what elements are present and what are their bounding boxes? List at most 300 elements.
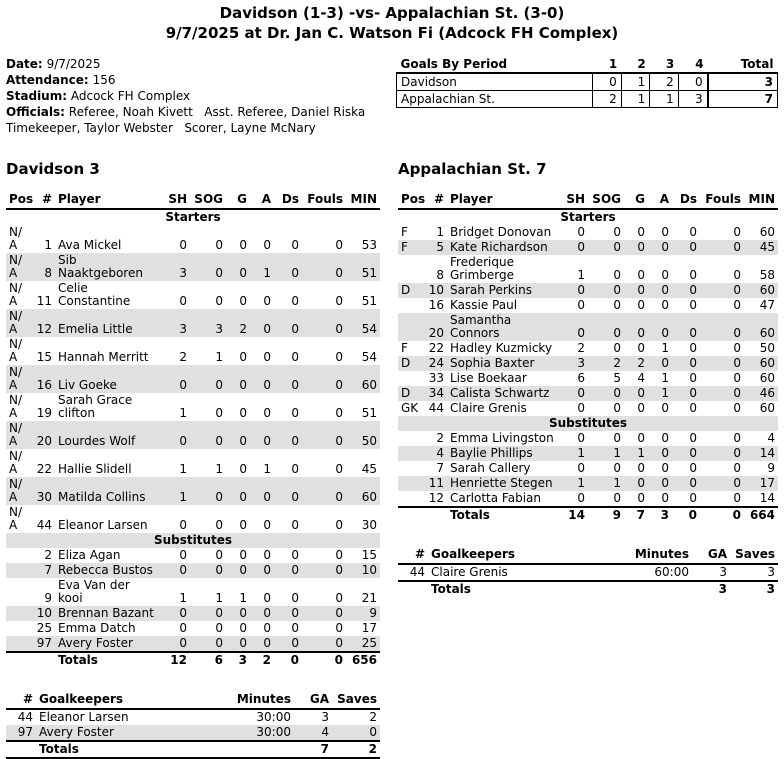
stat-cell: 0 [291, 636, 299, 650]
player-name-cell: Liv Goeke [58, 378, 117, 392]
gk-minutes-cell: 60:00 [654, 565, 689, 579]
jersey-number-cell: 20 [36, 434, 52, 448]
stat-cell: 0 [291, 266, 299, 280]
player-row [398, 298, 778, 313]
stat-cell: 0 [291, 563, 299, 577]
gk-header-row [398, 547, 778, 564]
stat-cell: 0 [239, 406, 247, 420]
player-name-cell: Calista Schwartz [450, 386, 550, 400]
stat-cell: 0 [291, 518, 299, 532]
stat-cell: 0 [179, 563, 187, 577]
position-cell [398, 461, 423, 476]
stat-cell: 0 [733, 341, 741, 355]
jersey-number-cell: 10 [36, 606, 52, 620]
jersey-number-cell: 11 [36, 294, 52, 308]
stat-cell: 0 [215, 434, 223, 448]
player-row [6, 563, 380, 578]
player-row [6, 309, 380, 337]
stat-cell: 0 [613, 240, 621, 254]
stat-cell: 0 [291, 322, 299, 336]
empty-cell [423, 507, 447, 523]
stat-cell: 1 [239, 591, 247, 605]
position-cell [6, 606, 31, 621]
stat-cell: 1 [179, 591, 187, 605]
stat-cell: 30 [361, 518, 377, 532]
stat-cell: 0 [215, 518, 223, 532]
stats-column-header: Fouls [700, 192, 744, 209]
position-cell: N/A [9, 365, 23, 392]
totals-stat-cell: 2 [250, 652, 274, 668]
stat-cell: 1 [661, 371, 669, 385]
player-name-cell: Frederique Grimberge [450, 255, 514, 282]
stat-cell: 58 [759, 268, 775, 282]
stat-cell: 0 [577, 431, 585, 445]
stat-cell: 0 [263, 591, 271, 605]
stat-cell: 0 [637, 283, 645, 297]
gk-header-row [6, 692, 380, 709]
stat-cell: 60 [759, 326, 775, 340]
jersey-number-cell: 20 [428, 326, 444, 340]
stat-cell: 2 [613, 356, 621, 370]
stat-cell: 0 [733, 431, 741, 445]
period-score-cell: 2 [650, 73, 679, 91]
stat-cell: 0 [215, 294, 223, 308]
player-stats-table [6, 192, 380, 668]
stats-column-header: G [624, 192, 648, 209]
stat-cell: 0 [291, 621, 299, 635]
totals-stat-cell: 0 [700, 507, 744, 523]
player-row [398, 356, 778, 371]
goalkeeper-row [6, 725, 380, 741]
jersey-number-cell: 97 [36, 636, 52, 650]
jersey-number-cell: 12 [428, 491, 444, 505]
stat-cell: 0 [613, 341, 621, 355]
stat-cell: 0 [263, 548, 271, 562]
stat-cell: 51 [361, 294, 377, 308]
player-name-cell: Samantha Connors [450, 313, 512, 340]
player-name-cell: Hadley Kuzmicky [450, 341, 553, 355]
game-info-block [6, 56, 378, 136]
stat-cell: 0 [179, 548, 187, 562]
stat-cell: 0 [335, 462, 343, 476]
stat-cell: 0 [613, 268, 621, 282]
stat-cell: 0 [613, 386, 621, 400]
stat-cell: 3 [179, 322, 187, 336]
jersey-number-cell: 34 [428, 386, 444, 400]
stat-cell: 0 [661, 446, 669, 460]
position-cell: N/A [9, 281, 23, 308]
stat-cell: 0 [179, 621, 187, 635]
stat-cell: 0 [335, 434, 343, 448]
stat-cell: 0 [215, 548, 223, 562]
gk-totals-label: Totals [428, 581, 602, 597]
stat-cell: 0 [661, 356, 669, 370]
stats-column-header: Player [55, 192, 160, 209]
stat-cell: 1 [661, 341, 669, 355]
stat-cell: 0 [179, 378, 187, 392]
stat-cell: 0 [733, 225, 741, 239]
totals-stat-cell: 0 [274, 652, 302, 668]
stat-cell: 0 [689, 491, 697, 505]
stat-cell: 53 [361, 238, 377, 252]
totals-row [398, 507, 778, 523]
period-score-cell: 0 [678, 73, 707, 91]
goals-row [397, 91, 778, 108]
jersey-number-cell: 8 [436, 268, 444, 282]
stat-cell: 0 [239, 350, 247, 364]
position-cell: N/A [9, 393, 23, 420]
stat-cell: 0 [263, 518, 271, 532]
stat-cell: 60 [759, 225, 775, 239]
position-cell [6, 621, 31, 636]
stat-cell: 0 [335, 322, 343, 336]
position-cell [6, 563, 31, 578]
stat-cell: 0 [613, 401, 621, 415]
venue-subtitle: 9/7/2025 at Dr. Jan C. Watson Fi (Adcock FH Complex) [165, 24, 619, 42]
player-row [6, 449, 380, 477]
period-score-cell: 1 [621, 91, 650, 108]
totals-stat-cell: 12 [160, 652, 190, 668]
player-name-cell: Rebecca Bustos [58, 563, 153, 577]
totals-stat-cell: 3 [648, 507, 672, 523]
player-row [6, 636, 380, 652]
goalkeeper-row [398, 564, 778, 581]
player-stats-table [398, 192, 778, 523]
stat-cell: 1 [661, 386, 669, 400]
stat-cell: 0 [239, 621, 247, 635]
position-cell: F [401, 225, 408, 239]
info-value: 156 [92, 73, 116, 87]
goalkeepers-table [398, 547, 778, 597]
stat-cell: 0 [689, 431, 697, 445]
stat-cell: 0 [577, 401, 585, 415]
player-name-cell: Eliza Agan [58, 548, 121, 562]
stat-cell: 0 [335, 266, 343, 280]
gk-name-cell: Eleanor Larsen [39, 710, 129, 724]
stat-cell: 0 [661, 240, 669, 254]
position-cell [398, 476, 423, 491]
davidson-column [6, 152, 380, 759]
period-score-cell: 0 [593, 73, 622, 91]
player-name-cell: Celie Constantine [58, 281, 131, 308]
gk-totals-row [6, 741, 380, 758]
gk-totals-label: Totals [36, 741, 204, 758]
stat-cell: 0 [335, 563, 343, 577]
appalachian-column [398, 152, 778, 759]
totals-label: Totals [55, 652, 160, 668]
gk-number-cell: 44 [409, 565, 425, 579]
stats-column-header: Pos [6, 192, 31, 209]
totals-stat-cell: 656 [346, 652, 380, 668]
gk-number-cell: 44 [17, 710, 33, 724]
player-name-cell: Sarah Grace clifton [58, 393, 133, 420]
stat-cell: 9 [369, 606, 377, 620]
stat-cell: 1 [613, 446, 621, 460]
stat-cell: 0 [215, 378, 223, 392]
stat-cell: 0 [263, 294, 271, 308]
jersey-number-cell: 5 [436, 240, 444, 254]
stat-cell: 0 [263, 563, 271, 577]
info-label: Date: [6, 57, 43, 71]
stat-cell: 0 [215, 563, 223, 577]
totals-stat-cell: 7 [624, 507, 648, 523]
stat-cell: 9 [767, 461, 775, 475]
gk-totals-ga: 3 [692, 581, 730, 597]
stat-cell: 0 [661, 298, 669, 312]
goals-row [397, 73, 778, 91]
gk-column-header: GA [692, 547, 730, 564]
jersey-number-cell: 8 [44, 266, 52, 280]
jersey-number-cell: 9 [44, 591, 52, 605]
stat-cell: 1 [179, 490, 187, 504]
player-name-cell: Brennan Bazant [58, 606, 154, 620]
stat-cell: 4 [637, 371, 645, 385]
section-label: Starters [165, 210, 221, 224]
stat-cell: 0 [239, 490, 247, 504]
player-name-cell: Sophia Baxter [450, 356, 535, 370]
stat-cell: 0 [689, 240, 697, 254]
stat-cell: 0 [733, 356, 741, 370]
stat-cell: 6 [577, 371, 585, 385]
gk-number-cell: 97 [17, 725, 33, 739]
stat-cell: 0 [215, 490, 223, 504]
stat-cell: 0 [689, 283, 697, 297]
total-score-cell: 7 [708, 91, 778, 108]
goals-header-row [397, 56, 778, 73]
position-cell: D [401, 386, 411, 400]
stat-cell: 0 [689, 298, 697, 312]
stat-cell: 60 [759, 356, 775, 370]
stat-cell: 0 [689, 446, 697, 460]
position-cell [398, 371, 423, 386]
stat-cell: 0 [239, 606, 247, 620]
stat-cell: 0 [263, 621, 271, 635]
jersey-number-cell: 44 [36, 518, 52, 532]
team-name-cell: Appalachian St. [397, 91, 593, 108]
stats-column-header: Fouls [302, 192, 346, 209]
player-row [398, 313, 778, 341]
stat-cell: 25 [361, 636, 377, 650]
jersey-number-cell: 15 [36, 350, 52, 364]
section-header-row [6, 533, 380, 548]
totals-stat-cell: 664 [744, 507, 778, 523]
player-row [6, 365, 380, 393]
total-score-cell: 3 [708, 73, 778, 91]
player-name-cell: Avery Foster [58, 636, 133, 650]
gk-minutes-cell: 30:00 [256, 710, 291, 724]
jersey-number-cell: 44 [428, 401, 444, 415]
stats-header-row [6, 192, 380, 209]
stat-cell: 0 [215, 606, 223, 620]
stat-cell: 0 [335, 518, 343, 532]
stat-cell: 0 [335, 606, 343, 620]
period-score-cell: 1 [621, 73, 650, 91]
stat-cell: 0 [689, 386, 697, 400]
stat-cell: 0 [263, 490, 271, 504]
stat-cell: 0 [637, 298, 645, 312]
stat-cell: 0 [637, 326, 645, 340]
position-cell [6, 636, 31, 652]
stat-cell: 1 [179, 406, 187, 420]
position-cell: N/A [9, 477, 23, 504]
stats-column-header: Ds [274, 192, 302, 209]
stat-cell: 0 [335, 636, 343, 650]
gk-column-header: Goalkeepers [428, 547, 602, 564]
period-score-cell: 2 [593, 91, 622, 108]
matchup-title: Davidson (1-3) -vs- Appalachian St. (3-0) [219, 4, 565, 22]
stat-cell: 1 [263, 266, 271, 280]
stat-cell: 0 [239, 636, 247, 650]
stat-cell: 0 [239, 563, 247, 577]
stat-cell: 0 [291, 294, 299, 308]
jersey-number-cell: 4 [436, 446, 444, 460]
stat-cell: 0 [335, 548, 343, 562]
player-row [6, 578, 380, 606]
empty-cell [31, 652, 55, 668]
player-name-cell: Emelia Little [58, 322, 133, 336]
stat-cell: 0 [689, 371, 697, 385]
jersey-number-cell: 1 [436, 225, 444, 239]
team-heading: Appalachian St. 7 [398, 160, 547, 178]
stat-cell: 5 [613, 371, 621, 385]
stat-cell: 0 [613, 298, 621, 312]
stat-cell: 0 [291, 591, 299, 605]
gk-saves-cell: 2 [369, 710, 377, 724]
stat-cell: 0 [613, 461, 621, 475]
jersey-number-cell: 22 [428, 341, 444, 355]
stat-cell: 0 [215, 406, 223, 420]
stat-cell: 14 [759, 446, 775, 460]
stat-cell: 0 [179, 518, 187, 532]
stat-cell: 0 [613, 431, 621, 445]
player-row [398, 476, 778, 491]
stat-cell: 0 [263, 636, 271, 650]
stat-cell: 51 [361, 266, 377, 280]
stat-cell: 0 [291, 378, 299, 392]
info-label: Attendance: [6, 73, 89, 87]
jersey-number-cell: 11 [428, 476, 444, 490]
position-cell: F [401, 240, 408, 254]
player-row [6, 606, 380, 621]
empty-cell [204, 741, 294, 758]
stat-cell: 0 [637, 341, 645, 355]
goals-header-cell: Total [708, 56, 778, 73]
stat-cell: 0 [577, 386, 585, 400]
stat-cell: 0 [335, 378, 343, 392]
stat-cell: 0 [689, 268, 697, 282]
totals-label: Totals [447, 507, 558, 523]
player-row [398, 491, 778, 507]
jersey-number-cell: 2 [436, 431, 444, 445]
jersey-number-cell: 30 [36, 490, 52, 504]
stat-cell: 0 [263, 350, 271, 364]
stat-cell: 3 [179, 266, 187, 280]
gk-totals-saves: 3 [730, 581, 778, 597]
section-header-row [398, 209, 778, 225]
player-row [398, 341, 778, 356]
goalkeeper-row [6, 709, 380, 725]
player-row [6, 281, 380, 309]
stat-cell: 0 [661, 225, 669, 239]
player-name-cell: Lourdes Wolf [58, 434, 136, 448]
goals-header-cell: 3 [650, 56, 679, 73]
stat-cell: 21 [361, 591, 377, 605]
stat-cell: 0 [179, 294, 187, 308]
stat-cell: 0 [577, 491, 585, 505]
stat-cell: 0 [661, 461, 669, 475]
stat-cell: 0 [733, 283, 741, 297]
jersey-number-cell: 19 [36, 406, 52, 420]
stat-cell: 0 [179, 636, 187, 650]
stats-column-header: # [423, 192, 447, 209]
stat-cell: 0 [291, 490, 299, 504]
position-cell [398, 298, 423, 313]
stat-cell: 0 [613, 491, 621, 505]
stat-cell: 0 [291, 238, 299, 252]
totals-stat-cell: 14 [558, 507, 588, 523]
stat-cell: 54 [361, 322, 377, 336]
stats-column-header: SOG [588, 192, 624, 209]
jersey-number-cell: 25 [36, 621, 52, 635]
stat-cell: 0 [637, 476, 645, 490]
stat-cell: 0 [335, 238, 343, 252]
position-cell: N/A [9, 449, 23, 476]
player-name-cell: Emma Livingston [450, 431, 554, 445]
empty-cell [398, 507, 423, 523]
player-name-cell: Sarah Perkins [450, 283, 532, 297]
stat-cell: 1 [577, 446, 585, 460]
stat-cell: 0 [263, 406, 271, 420]
team-name-cell: Davidson [397, 73, 593, 91]
position-cell: D [401, 356, 411, 370]
info-line [6, 72, 378, 88]
jersey-number-cell: 2 [44, 548, 52, 562]
stat-cell: 50 [759, 341, 775, 355]
stat-cell: 1 [215, 350, 223, 364]
top-section [0, 56, 784, 136]
stat-cell: 2 [179, 350, 187, 364]
stat-cell: 0 [215, 636, 223, 650]
stat-cell: 45 [759, 240, 775, 254]
stat-cell: 0 [215, 621, 223, 635]
stat-cell: 1 [179, 462, 187, 476]
stat-cell: 1 [577, 476, 585, 490]
stat-cell: 3 [215, 322, 223, 336]
gk-totals-row [398, 581, 778, 597]
jersey-number-cell: 16 [36, 378, 52, 392]
stat-cell: 0 [263, 238, 271, 252]
stat-cell: 10 [361, 563, 377, 577]
stat-cell: 0 [613, 225, 621, 239]
jersey-number-cell: 33 [428, 371, 444, 385]
player-name-cell: Bridget Donovan [450, 225, 552, 239]
totals-stat-cell: 9 [588, 507, 624, 523]
totals-stat-cell: 6 [190, 652, 226, 668]
player-name-cell: Emma Datch [58, 621, 136, 635]
stat-cell: 0 [335, 621, 343, 635]
player-row [6, 393, 380, 421]
gk-ga-cell: 3 [719, 565, 727, 579]
stat-cell: 0 [689, 341, 697, 355]
position-cell [398, 431, 423, 446]
position-cell: GK [401, 401, 419, 415]
stat-cell: 0 [733, 446, 741, 460]
stat-cell: 3 [577, 356, 585, 370]
stat-cell: 0 [733, 371, 741, 385]
goalkeepers-table [6, 692, 380, 759]
stats-column-header: A [648, 192, 672, 209]
stat-cell: 0 [661, 326, 669, 340]
